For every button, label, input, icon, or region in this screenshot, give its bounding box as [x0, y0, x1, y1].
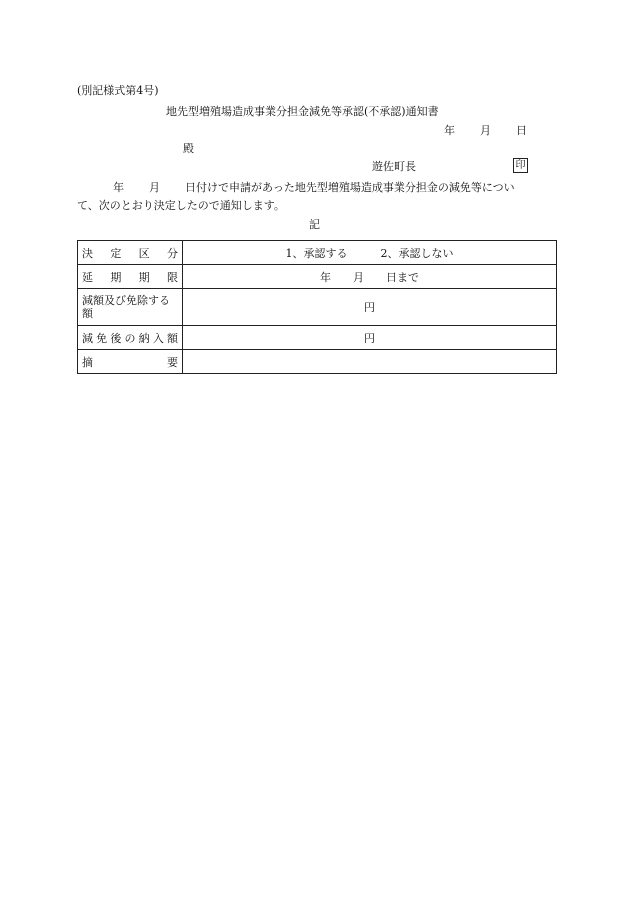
- date-day-label: 日: [516, 124, 527, 137]
- row-value-reduction-amount: 円: [183, 289, 557, 326]
- table-row: [78, 350, 557, 374]
- seal-mark: 印: [513, 158, 528, 173]
- table-row: [78, 289, 557, 326]
- issuer-name: 遊佐町長: [372, 160, 416, 173]
- row-value-payment-amount: 円: [183, 326, 557, 350]
- row-value-remarks: [183, 350, 557, 374]
- row-label-payment-amount: 減免後の納入額: [78, 326, 183, 350]
- ki-heading: 記: [309, 218, 320, 231]
- date-year-label: 年: [444, 124, 455, 137]
- table-row: [78, 326, 557, 350]
- body-text-line2: て、次のとおり決定したので通知します。: [77, 199, 285, 212]
- table-row: [78, 265, 557, 289]
- addressee-suffix: 殿: [183, 142, 194, 155]
- row-label-decision: 決定区分: [78, 241, 183, 265]
- body-year-label: 年: [113, 181, 124, 194]
- decision-table: [77, 240, 557, 374]
- row-label-deadline: 延期期限: [78, 265, 183, 289]
- row-label-remarks: 摘要: [78, 350, 183, 374]
- body-text-line1: 日付けで申請があった地先型増殖場造成事業分担金の減免等につい: [185, 181, 515, 194]
- body-month-label: 月: [149, 181, 160, 194]
- date-month-label: 月: [480, 124, 491, 137]
- row-value-decision: 1、承認する 2、承認しない: [183, 241, 557, 265]
- document-title: 地先型増殖場造成事業分担金減免等承認(不承認)通知書: [166, 105, 439, 118]
- form-number: (別記様式第4号): [77, 84, 159, 97]
- row-label-reduction-amount: 減額及び免除する額: [78, 289, 183, 326]
- row-value-deadline: 年 月 日まで: [183, 265, 557, 289]
- table-row: [78, 241, 557, 265]
